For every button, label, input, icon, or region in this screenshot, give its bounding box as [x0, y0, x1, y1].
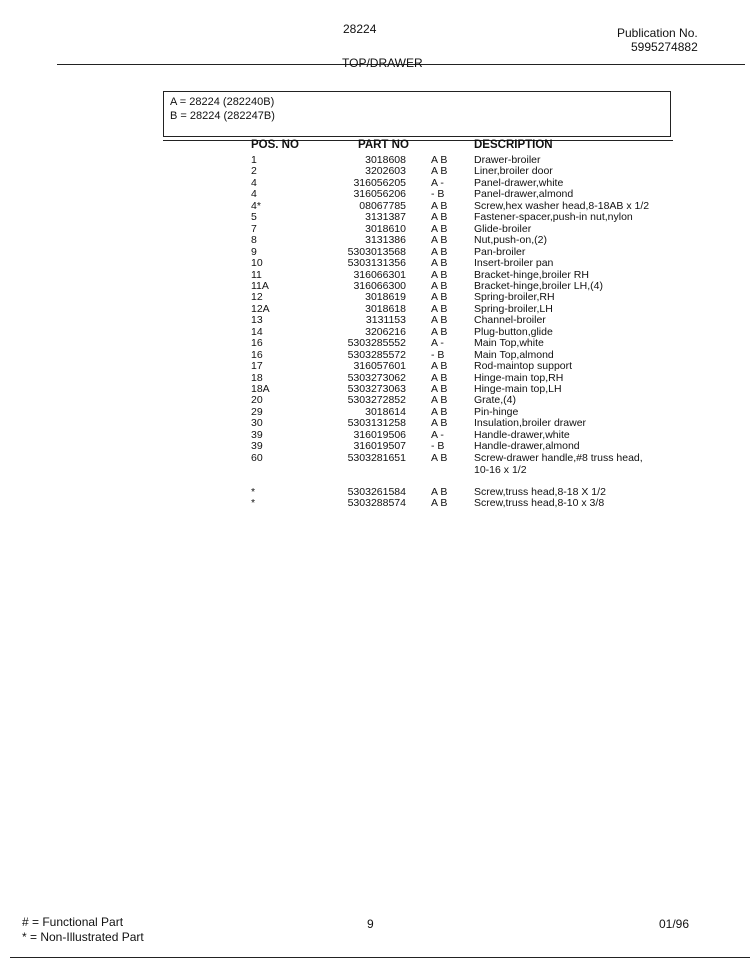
- legend-model-a: A = 28224 (282240B): [170, 96, 275, 108]
- footer-rule: [10, 957, 750, 958]
- part-number-cell: 5303273063: [347, 383, 406, 395]
- availability-cell: - B: [431, 440, 445, 453]
- table-row: [0, 155, 750, 166]
- description-cell: Hinge-main top,LH: [474, 383, 562, 395]
- availability-cell: A B: [431, 417, 448, 430]
- description-cell: Plug-button,glide: [474, 325, 553, 338]
- part-number-cell: 5303288574: [347, 497, 406, 510]
- part-number-cell: 08067785: [359, 199, 406, 212]
- description-cell: Pin-hinge: [474, 405, 519, 418]
- pos-cell: *: [251, 486, 256, 498]
- table-row: [0, 327, 750, 338]
- model-number: 28224: [343, 22, 377, 36]
- pos-cell: 17: [251, 360, 263, 373]
- table-row: [0, 281, 750, 292]
- table-row: [0, 178, 750, 189]
- footnote-functional: # = Functional Part: [22, 915, 124, 929]
- availability-cell: - B: [431, 348, 445, 361]
- pos-cell: 9: [251, 245, 257, 258]
- pos-cell: 7: [251, 222, 257, 235]
- row-60-description-continued: 10-16 x 1/2: [474, 464, 527, 477]
- table-row: [0, 498, 750, 509]
- description-cell: Screw,truss head,8-10 x 3/8: [474, 497, 605, 510]
- pos-cell: 4*: [251, 199, 261, 212]
- description-cell: Main Top,almond: [474, 348, 554, 361]
- part-number-cell: 3018614: [365, 405, 406, 418]
- pos-cell: 2: [251, 165, 257, 178]
- pos-cell: 14: [251, 325, 263, 338]
- table-row: [0, 407, 750, 418]
- pos-cell: 30: [251, 417, 263, 430]
- table-row: [0, 315, 750, 326]
- table-row: [0, 395, 750, 406]
- table-row: [0, 384, 750, 395]
- pos-cell: 11A: [251, 279, 269, 292]
- part-number-cell: 3202603: [365, 165, 406, 178]
- table-row: [0, 292, 750, 303]
- part-number-cell: 5303013568: [347, 245, 406, 258]
- description-cell: Spring-broiler,LH: [474, 302, 553, 315]
- table-row: [0, 224, 750, 235]
- availability-cell: A -: [431, 428, 444, 441]
- table-row: [0, 235, 750, 246]
- pos-cell: 13: [251, 314, 263, 327]
- section-title: TOP/DRAWER: [342, 56, 423, 70]
- page-number: 9: [367, 917, 374, 931]
- availability-cell: A B: [431, 405, 448, 418]
- publication-number: 5995274882: [631, 40, 698, 54]
- header-description: DESCRIPTION: [474, 139, 553, 151]
- part-number-cell: 316056205: [353, 176, 406, 189]
- table-row: [0, 373, 750, 384]
- part-number-cell: 3131387: [365, 211, 406, 224]
- availability-cell: A B: [431, 314, 448, 327]
- description-cell: Screw,hex washer head,8-18AB x 1/2: [474, 199, 650, 212]
- legend-model-b: B = 28224 (282247B): [170, 110, 275, 122]
- part-number-cell: 5303272852: [347, 394, 406, 407]
- availability-cell: A B: [431, 165, 448, 178]
- description-cell: Insert-broiler pan: [474, 257, 554, 270]
- part-number-cell: 316019507: [353, 440, 406, 453]
- availability-cell: A B: [431, 360, 448, 373]
- part-number-cell: 3018610: [365, 222, 406, 235]
- table-header-rule: [163, 140, 673, 141]
- availability-cell: A B: [431, 394, 448, 407]
- table-row: [0, 338, 750, 349]
- pos-cell: 12: [251, 291, 263, 304]
- part-number-cell: 5303281651: [347, 451, 406, 464]
- model-legend-box: [163, 91, 671, 137]
- description-cell: Panel-drawer,white: [474, 176, 564, 189]
- pos-cell: 16: [251, 348, 263, 361]
- availability-cell: A B: [431, 199, 448, 212]
- header-part-no: PART NO: [358, 139, 409, 151]
- description-cell: Main Top,white: [474, 337, 544, 350]
- availability-cell: A B: [431, 383, 448, 395]
- description-cell: Spring-broiler,RH: [474, 291, 555, 304]
- part-number-cell: 316066300: [353, 279, 406, 292]
- availability-cell: A B: [431, 268, 448, 281]
- table-row: [0, 418, 750, 429]
- part-number-cell: 316056206: [353, 188, 406, 201]
- availability-cell: A B: [431, 497, 448, 510]
- part-number-cell: 5303131258: [347, 417, 406, 430]
- publication-label: Publication No.: [617, 26, 698, 40]
- availability-cell: A B: [431, 486, 448, 498]
- pos-cell: 5: [251, 211, 257, 224]
- part-number-cell: 3018618: [365, 302, 406, 315]
- table-row: [0, 361, 750, 372]
- availability-cell: A B: [431, 291, 448, 304]
- availability-cell: A B: [431, 451, 448, 464]
- table-row: [0, 258, 750, 269]
- availability-cell: A B: [431, 234, 448, 247]
- description-cell: Channel-broiler: [474, 314, 546, 327]
- part-number-cell: 5303285572: [347, 348, 406, 361]
- pos-cell: 10: [251, 257, 263, 270]
- description-cell: Nut,push-on,(2): [474, 234, 547, 247]
- pos-cell: 18A: [251, 383, 270, 395]
- description-cell: Handle-drawer,white: [474, 428, 570, 441]
- availability-cell: A B: [431, 245, 448, 258]
- pos-cell: 39: [251, 440, 263, 453]
- pos-cell: 18: [251, 371, 263, 384]
- pos-cell: 60: [251, 451, 263, 464]
- part-number-cell: 5303261584: [347, 486, 406, 498]
- pos-cell: 20: [251, 394, 263, 407]
- table-row: [0, 350, 750, 361]
- pos-cell: 12A: [251, 302, 270, 315]
- table-row: [0, 453, 750, 464]
- table-row: [0, 212, 750, 223]
- table-row: [0, 247, 750, 258]
- availability-cell: A B: [431, 222, 448, 235]
- description-cell: Grate,(4): [474, 394, 517, 407]
- pos-cell: 1: [251, 154, 257, 166]
- description-cell: Bracket-hinge,broiler RH: [474, 268, 589, 281]
- description-cell: Drawer-broiler: [474, 154, 541, 166]
- pos-cell: 4: [251, 176, 257, 189]
- part-number-cell: 316019506: [353, 428, 406, 441]
- table-row: [0, 441, 750, 452]
- part-number-cell: 316066301: [353, 268, 406, 281]
- pos-cell: 11: [251, 268, 262, 281]
- table-row: [0, 430, 750, 441]
- table-row: [0, 487, 750, 498]
- table-row: [0, 304, 750, 315]
- description-cell: Fastener-spacer,push-in nut,nylon: [474, 211, 633, 224]
- availability-cell: A B: [431, 371, 448, 384]
- part-number-cell: 3206216: [365, 325, 406, 338]
- part-number-cell: 5303273062: [347, 371, 406, 384]
- description-cell: Rod-maintop support: [474, 360, 573, 373]
- part-number-cell: 3131153: [365, 314, 406, 327]
- description-cell: Screw-drawer handle,#8 truss head,: [474, 451, 643, 464]
- description-cell: Liner,broiler door: [474, 165, 553, 178]
- description-cell: Screw,truss head,8-18 X 1/2: [474, 486, 606, 498]
- table-row: [0, 189, 750, 200]
- table-row: [0, 166, 750, 177]
- availability-cell: A B: [431, 211, 448, 224]
- description-cell: Insulation,broiler drawer: [474, 417, 587, 430]
- part-number-cell: 5303285552: [347, 337, 406, 350]
- pos-cell: 4: [251, 188, 257, 201]
- availability-cell: A B: [431, 302, 448, 315]
- availability-cell: A -: [431, 337, 444, 350]
- availability-cell: A B: [431, 257, 448, 270]
- date-code: 01/96: [659, 917, 690, 931]
- pos-cell: 39: [251, 428, 263, 441]
- description-cell: Panel-drawer,almond: [474, 188, 574, 201]
- header-pos-no: POS. NO: [251, 139, 299, 151]
- description-cell: Pan-broiler: [474, 245, 526, 258]
- part-number-cell: 316057601: [353, 360, 406, 373]
- pos-cell: 16: [251, 337, 263, 350]
- description-cell: Hinge-main top,RH: [474, 371, 564, 384]
- pos-cell: 8: [251, 234, 257, 247]
- part-number-cell: 3131386: [365, 234, 406, 247]
- availability-cell: A B: [431, 279, 448, 292]
- description-cell: Glide-broiler: [474, 222, 532, 235]
- part-number-cell: 5303131356: [347, 257, 406, 270]
- description-cell: Bracket-hinge,broiler LH,(4): [474, 279, 603, 292]
- part-number-cell: 3018619: [365, 291, 406, 304]
- description-cell: Handle-drawer,almond: [474, 440, 580, 453]
- pos-cell: *: [251, 497, 256, 510]
- footnote-non-illustrated: * = Non-Illustrated Part: [22, 930, 144, 944]
- availability-cell: - B: [431, 188, 445, 201]
- table-row: [0, 201, 750, 212]
- part-number-cell: 3018608: [365, 154, 406, 166]
- availability-cell: A B: [431, 154, 448, 166]
- availability-cell: A B: [431, 325, 448, 338]
- availability-cell: A -: [431, 176, 444, 189]
- pos-cell: 29: [251, 405, 263, 418]
- table-row: [0, 270, 750, 281]
